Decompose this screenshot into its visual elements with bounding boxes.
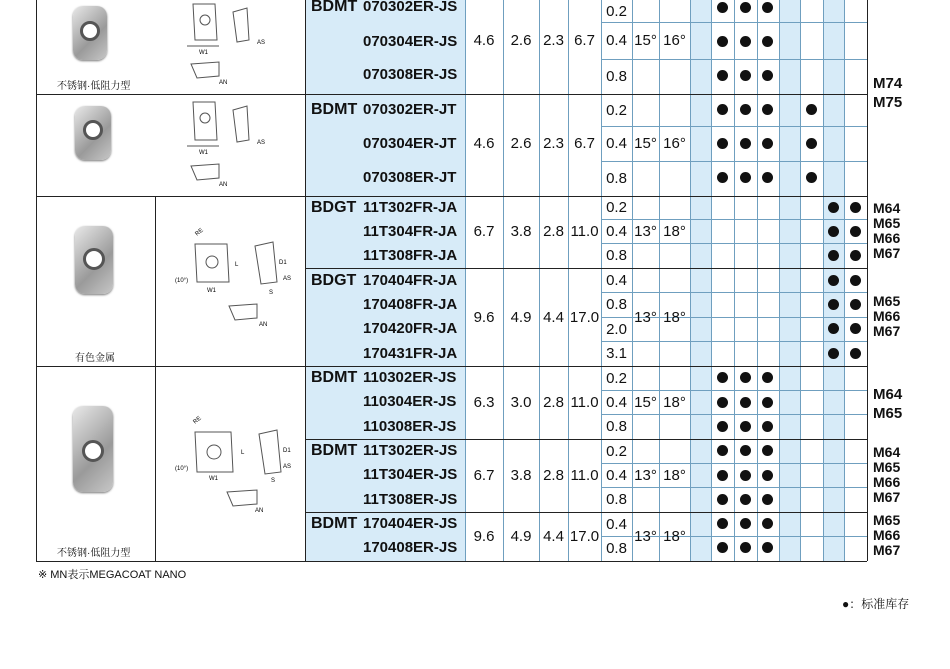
insert-photo-1 xyxy=(73,6,107,60)
grade-column-bg-2 xyxy=(779,0,800,561)
product-code: 11T302FR-JA xyxy=(363,199,458,216)
dim-s: 4.9 xyxy=(510,308,532,326)
dim-re: 2.0 xyxy=(606,320,627,338)
section-4-caption: 不锈钢·低阻力型 xyxy=(57,548,131,559)
product-code: 070308ER-JS xyxy=(363,66,458,83)
prefix-label: BDGT xyxy=(311,199,357,216)
prefix-label: BDMT xyxy=(311,101,358,118)
dim-as: 13° xyxy=(634,466,657,484)
dim-l: 11.0 xyxy=(570,393,599,411)
svg-text:L: L xyxy=(241,450,245,456)
dim-d1: 2.8 xyxy=(543,222,564,240)
section-3-caption: 有色金属 xyxy=(75,353,115,364)
product-code: 170408FR-JA xyxy=(363,296,458,313)
footnote: ※ MN表示MEGACOAT NANO xyxy=(38,569,187,581)
svg-text:RE: RE xyxy=(194,227,205,238)
dim-re: 0.2 xyxy=(606,199,627,216)
label-as: AS xyxy=(257,40,266,46)
dim-s: 3.8 xyxy=(510,466,532,484)
svg-text:W1: W1 xyxy=(207,288,216,294)
svg-text:RE: RE xyxy=(192,415,203,426)
dim-w1: 4.6 xyxy=(473,32,495,49)
prefix-label: BDMT xyxy=(311,0,358,15)
dim-re: 0.8 xyxy=(606,170,627,187)
product-code: 11T302ER-JS xyxy=(363,442,458,459)
holder-m74-m75: M74 M75 xyxy=(873,75,903,111)
dim-w1: 6.3 xyxy=(473,393,495,411)
dim-s: 3.8 xyxy=(510,222,532,240)
product-code: 070304ER-JS xyxy=(363,33,458,50)
dim-as: 15° xyxy=(634,393,657,411)
dim-an: 16° xyxy=(663,135,686,152)
dim-w1: 6.7 xyxy=(473,222,495,240)
dim-d1: 2.8 xyxy=(543,393,564,411)
dim-w1: 4.6 xyxy=(473,135,495,152)
dim-as: 15° xyxy=(634,135,657,152)
dim-w1: 9.6 xyxy=(473,308,495,326)
dim-re: 0.2 xyxy=(606,2,627,20)
insert-drawing-3 xyxy=(165,222,305,332)
insert-table xyxy=(36,0,903,562)
holder-m65-m67-b: M65 M66 M67 xyxy=(873,512,901,558)
product-code: 11T308ER-JS xyxy=(363,491,458,508)
dim-re: 3.1 xyxy=(606,345,627,362)
dim-as: 13° xyxy=(634,308,657,326)
svg-text:AS: AS xyxy=(283,276,292,282)
dim-re: 0.4 xyxy=(606,222,627,240)
svg-text:AN: AN xyxy=(255,508,264,514)
dim-an: 18° xyxy=(663,527,686,545)
svg-text:AN: AN xyxy=(219,182,228,188)
product-code: 170404FR-JA xyxy=(363,272,458,289)
dim-w1: 9.6 xyxy=(473,527,495,545)
insert-drawing-1 xyxy=(185,0,280,92)
product-code: 110308ER-JS xyxy=(363,418,457,435)
product-code: 110302ER-JS xyxy=(363,369,457,386)
dim-re: 0.4 xyxy=(606,393,627,411)
dim-s: 2.6 xyxy=(510,32,532,49)
grade-column-bg-1 xyxy=(690,0,711,561)
dim-re: 0.2 xyxy=(606,101,627,119)
svg-text:AN: AN xyxy=(259,322,268,328)
stock-legend: ●：标准库存 xyxy=(842,597,910,611)
product-code: 11T308FR-JA xyxy=(363,247,458,264)
svg-text:D1: D1 xyxy=(279,260,287,266)
dim-d1: 2.3 xyxy=(543,32,564,49)
dim-as: 13° xyxy=(634,527,657,545)
dim-as: 15° xyxy=(634,32,657,49)
prefix-label: BDGT xyxy=(311,272,357,289)
dim-l: 6.7 xyxy=(574,135,595,152)
product-code: 170431FR-JA xyxy=(363,345,458,362)
dim-re: 0.4 xyxy=(606,466,627,484)
svg-text:(10°): (10°) xyxy=(175,278,189,284)
holder-m64-m65: M64 M65 xyxy=(873,386,903,422)
product-code: 070302ER-JS xyxy=(363,0,458,15)
dim-an: 18° xyxy=(663,222,686,240)
label-w1: W1 xyxy=(199,50,208,56)
dim-re: 0.8 xyxy=(606,68,627,85)
prefix-label: BDMT xyxy=(311,515,358,532)
label-an: AN xyxy=(219,80,228,86)
dim-re: 0.8 xyxy=(606,540,627,557)
product-code: 110304ER-JS xyxy=(363,393,457,410)
svg-text:S: S xyxy=(269,290,274,296)
dim-d1: 2.3 xyxy=(543,135,564,152)
dim-l: 11.0 xyxy=(570,466,599,484)
svg-text:W1: W1 xyxy=(209,476,218,482)
section-1-caption: 不锈钢·低阻力型 xyxy=(57,81,131,92)
svg-text:W1: W1 xyxy=(199,150,208,156)
holder-m64-m67: M64 M65 M66 M67 xyxy=(873,200,901,261)
insert-photo-4 xyxy=(73,406,113,492)
holder-m64-m67-b: M64 M65 M66 M67 xyxy=(873,444,901,505)
dim-an: 18° xyxy=(663,466,686,484)
dim-re: 0.2 xyxy=(606,369,627,387)
dim-d1: 4.4 xyxy=(543,527,564,545)
insert-photo-3 xyxy=(75,226,113,294)
prefix-label: BDMT xyxy=(311,369,358,386)
dim-s: 2.6 xyxy=(510,135,532,152)
product-code: 170408ER-JS xyxy=(363,539,458,556)
holder-m65-m67: M65 M66 M67 xyxy=(873,293,901,339)
product-code: 070308ER-JT xyxy=(363,169,457,186)
dim-re: 0.8 xyxy=(606,491,627,508)
prefix-label: BDMT xyxy=(311,442,358,459)
dim-re: 0.8 xyxy=(606,418,627,435)
product-code: 11T304FR-JA xyxy=(363,223,458,240)
dim-an: 18° xyxy=(663,393,686,411)
dim-l: 17.0 xyxy=(569,308,600,326)
svg-text:S: S xyxy=(271,478,276,484)
product-code: 070302ER-JT xyxy=(363,101,457,118)
svg-text:AS: AS xyxy=(283,464,292,470)
svg-text:D1: D1 xyxy=(283,448,291,454)
dim-l: 6.7 xyxy=(574,32,595,49)
dim-re: 0.4 xyxy=(606,135,627,152)
dim-d1: 4.4 xyxy=(543,308,564,326)
dim-re: 0.2 xyxy=(606,442,627,460)
product-code: 11T304ER-JS xyxy=(363,466,458,483)
dim-l: 17.0 xyxy=(569,527,600,545)
dim-an: 18° xyxy=(663,308,686,326)
svg-text:(10°): (10°) xyxy=(175,466,189,472)
dim-l: 11.0 xyxy=(570,222,599,240)
product-code: 170404ER-JS xyxy=(363,515,458,532)
dim-re: 0.4 xyxy=(606,271,627,289)
svg-text:L: L xyxy=(235,262,239,268)
dim-as: 13° xyxy=(634,222,657,240)
dim-re: 0.8 xyxy=(606,296,627,313)
insert-drawing-2 xyxy=(185,96,280,192)
dim-d1: 2.8 xyxy=(543,466,564,484)
product-code: 170420FR-JA xyxy=(363,320,458,337)
dim-an: 16° xyxy=(663,32,686,49)
dim-s: 3.0 xyxy=(510,393,532,411)
dim-re: 0.8 xyxy=(606,247,627,264)
svg-text:AS: AS xyxy=(257,140,266,146)
dim-re: 0.4 xyxy=(606,32,627,49)
dim-w1: 6.7 xyxy=(473,466,495,484)
insert-drawing-4 xyxy=(165,410,305,520)
insert-photo-2 xyxy=(75,106,111,160)
dim-re: 0.4 xyxy=(606,515,627,533)
dim-s: 4.9 xyxy=(510,527,532,545)
product-code: 070304ER-JT xyxy=(363,135,457,152)
